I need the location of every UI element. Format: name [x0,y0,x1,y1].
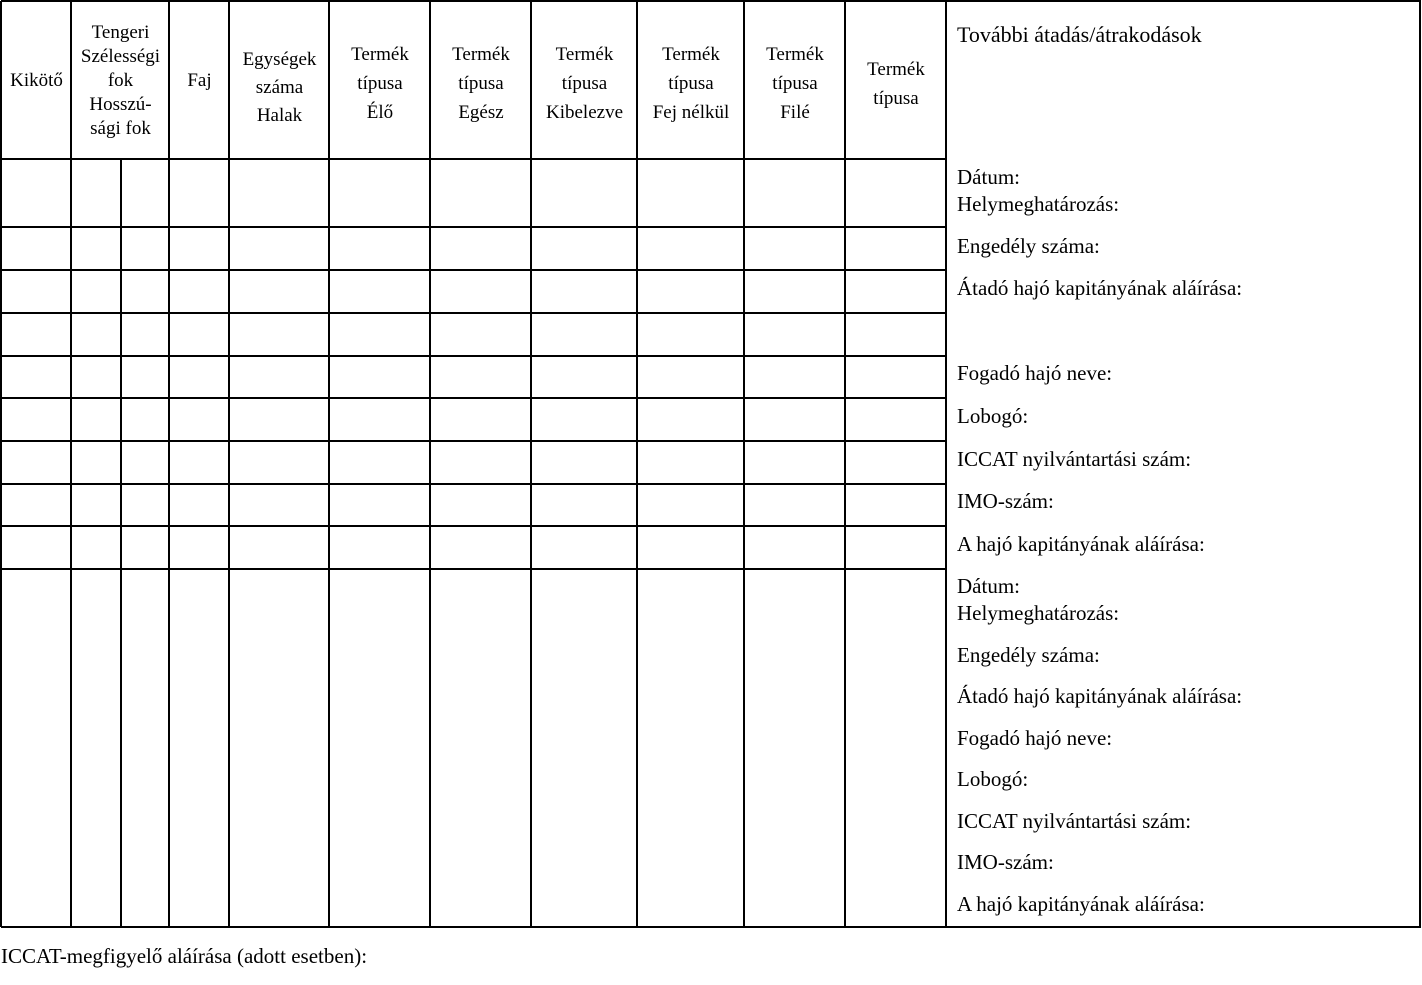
header-units-line: Halak [256,105,303,126]
header-product-line: típusa [458,73,504,94]
header-product-live [330,2,430,159]
field-label-location: Helymeghatározás: [957,192,1120,216]
header-product-line: Kibelezve [545,102,623,123]
field-label-imo-number: IMO-szám: [957,850,1054,874]
header-units-line: Egységek [242,49,317,70]
header-units-line: száma [255,77,304,98]
field-label-flag: Lobogó: [957,767,1029,791]
header-product-line: típusa [668,73,714,94]
header-product-line: Termék [766,44,824,65]
field-label-master-signature: A hajó kapitányának aláírása: [957,892,1205,916]
header-product-line: Filé [780,102,810,123]
header-units [230,2,329,159]
header-product-line: Termék [452,44,510,65]
field-label-imo-number: IMO-szám: [957,489,1054,513]
header-product-fillet [745,2,845,159]
header-product-line: típusa [357,73,403,94]
header-position-line: Tengeri [91,21,150,43]
field-label-iccat-number: ICCAT nyilvántartási szám: [957,809,1192,833]
header-product-line: Termék [351,44,409,65]
header-product-line: Termék [555,44,614,65]
header-product-gutted [532,2,637,159]
header-product-line: típusa [561,73,608,94]
header-product-line: típusa [772,73,818,94]
header-product-line: Fej nélkül [652,102,730,123]
field-label-iccat-number: ICCAT nyilvántartási szám: [957,447,1192,471]
header-position [72,2,169,159]
header-product-line: típusa [873,88,919,109]
field-label-flag: Lobogó: [957,404,1029,428]
field-label-receiving-vessel-name: Fogadó hajó neve: [957,361,1113,385]
header-product-line: Termék [867,59,925,80]
field-label-date: Dátum: [957,165,1020,189]
field-label-authorisation: Engedély száma: [957,643,1100,667]
header-species [170,2,229,159]
field-label-authorisation: Engedély száma: [957,234,1100,258]
header-port [2,2,71,159]
header-position-line: fok [107,69,134,91]
header-port-line: Kikötő [10,69,63,91]
header-position-line: Hosszú- [89,93,152,115]
header-product-line: Élő [366,102,394,123]
header-position-line: sági fok [90,117,151,139]
right-panel-title: További átadás/átrakodások [957,22,1202,47]
header-product-headless [638,2,744,159]
header-product-line: Egész [458,102,504,123]
field-label-receiving-vessel-name: Fogadó hajó neve: [957,726,1113,750]
header-product-line: Termék [662,44,720,65]
field-label-location: Helymeghatározás: [957,601,1120,625]
header-product-whole [431,2,531,159]
header-product-other [846,2,946,159]
observer-signature-label: ICCAT-megfigyelő aláírása (adott esetben): [1,944,368,968]
header-position-line: Szélességi [80,45,161,67]
field-label-transferring-master-signature: Átadó hajó kapitányának aláírása: [957,684,1243,708]
field-label-date: Dátum: [957,574,1020,598]
field-label-transferring-master-signature: Átadó hajó kapitányának aláírása: [957,276,1243,300]
field-label-master-signature: A hajó kapitányának aláírása: [957,532,1205,556]
header-species-line: Faj [187,69,212,91]
